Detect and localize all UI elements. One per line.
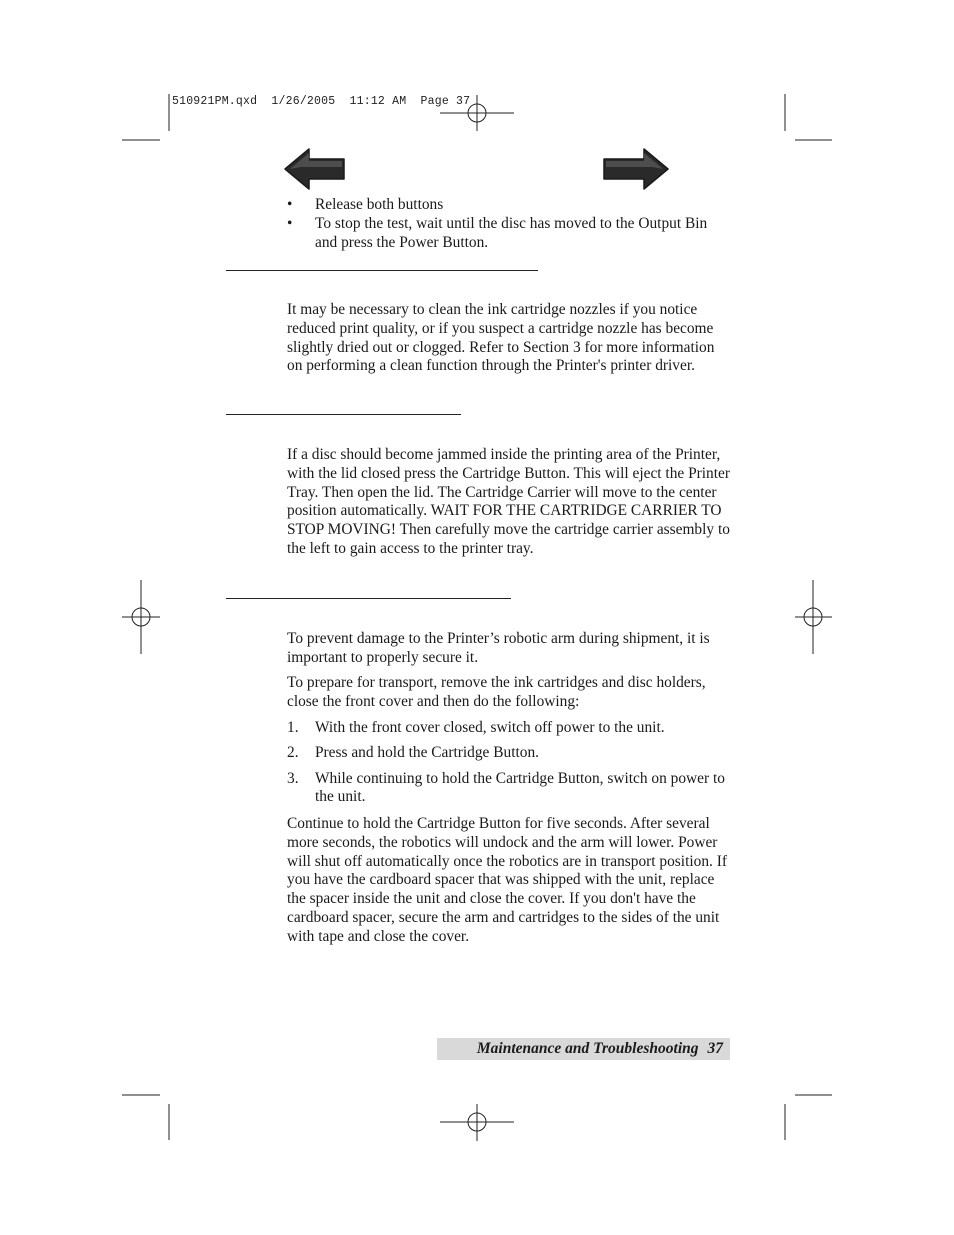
jam-paragraph: If a disc should become jammed inside the printing area of the Printer, with the lid closed press the Cartridge Button. This will eject the Printer Tray. Then open the lid. The Cartridge Carrier will move to the center position automatically. WAIT FOR THE CARTRIDGE CARRIER TO STOP MOVING! Then carefully move the cartridge carrier assembly to the left to gain access to the printer tray. bbox=[287, 446, 730, 557]
section-divider bbox=[226, 270, 538, 271]
bullet-marker: • bbox=[287, 214, 293, 232]
list-item-text: To stop the test, wait until the disc has moved to the Output Bin and press the Power Button. bbox=[315, 214, 708, 251]
file-slug: 510921PM.qxd 1/26/2005 11:12 AM Page 37 bbox=[172, 95, 471, 108]
step-text: Press and hold the Cartridge Button. bbox=[315, 744, 539, 762]
transport-outro-paragraph: Continue to hold the Cartridge Button for five seconds. After several more seconds, the robotics will undock and the arm will lower. Power will shut off automatically once the robotics are in transport position. If you have the cardboard spacer that was shipped with the unit, replace the spacer inside the unit and close the cover. If you don't have the cardboard spacer, secure the arm and cartridges to the sides of the unit with tape and close the cover. bbox=[287, 815, 727, 945]
list-item bbox=[287, 744, 731, 763]
registration-mark-bottom bbox=[440, 1104, 514, 1141]
registration-mark-left bbox=[122, 580, 160, 654]
step-number: 1. bbox=[287, 719, 299, 736]
right-arrow-icon bbox=[600, 146, 672, 192]
step-number: 3. bbox=[287, 769, 299, 787]
page-footer bbox=[437, 1038, 730, 1060]
transport-steps-list bbox=[287, 719, 731, 814]
list-item bbox=[287, 719, 731, 738]
list-item bbox=[287, 215, 727, 253]
page-number: 37 bbox=[707, 1040, 723, 1057]
footer-title: Maintenance and Troubleshooting bbox=[476, 1040, 699, 1057]
transport-prep-paragraph: To prepare for transport, remove the ink cartridges and disc holders, close the front cover and then do the following: bbox=[287, 674, 706, 710]
step-text: While continuing to hold the Cartridge Button, switch on power to the unit. bbox=[315, 769, 725, 806]
transport-intro-paragraph: To prevent damage to the Printer’s robotic arm during shipment, it is important to properly secure it. bbox=[287, 630, 710, 666]
registration-mark-right bbox=[795, 580, 832, 654]
list-item bbox=[287, 770, 731, 808]
section-divider bbox=[226, 598, 511, 599]
previous-page-button[interactable] bbox=[281, 146, 353, 192]
step-number: 2. bbox=[287, 744, 299, 762]
step-text: With the front cover closed, switch off power to the unit. bbox=[315, 719, 665, 736]
list-item-text: Release both buttons bbox=[315, 196, 444, 213]
bullet-marker: • bbox=[287, 196, 293, 213]
left-arrow-icon bbox=[281, 146, 353, 192]
cleaning-paragraph: It may be necessary to clean the ink cartridge nozzles if you notice reduced print quality, or if you suspect a cartridge nozzle has become slightly dried out or clogged. Refer to Section 3 for more information on performing a clean function through the Printer's printer driver. bbox=[287, 301, 715, 375]
test-steps-list bbox=[287, 196, 727, 252]
section-divider bbox=[226, 414, 461, 415]
list-item bbox=[287, 196, 727, 215]
next-page-button[interactable] bbox=[600, 146, 672, 192]
